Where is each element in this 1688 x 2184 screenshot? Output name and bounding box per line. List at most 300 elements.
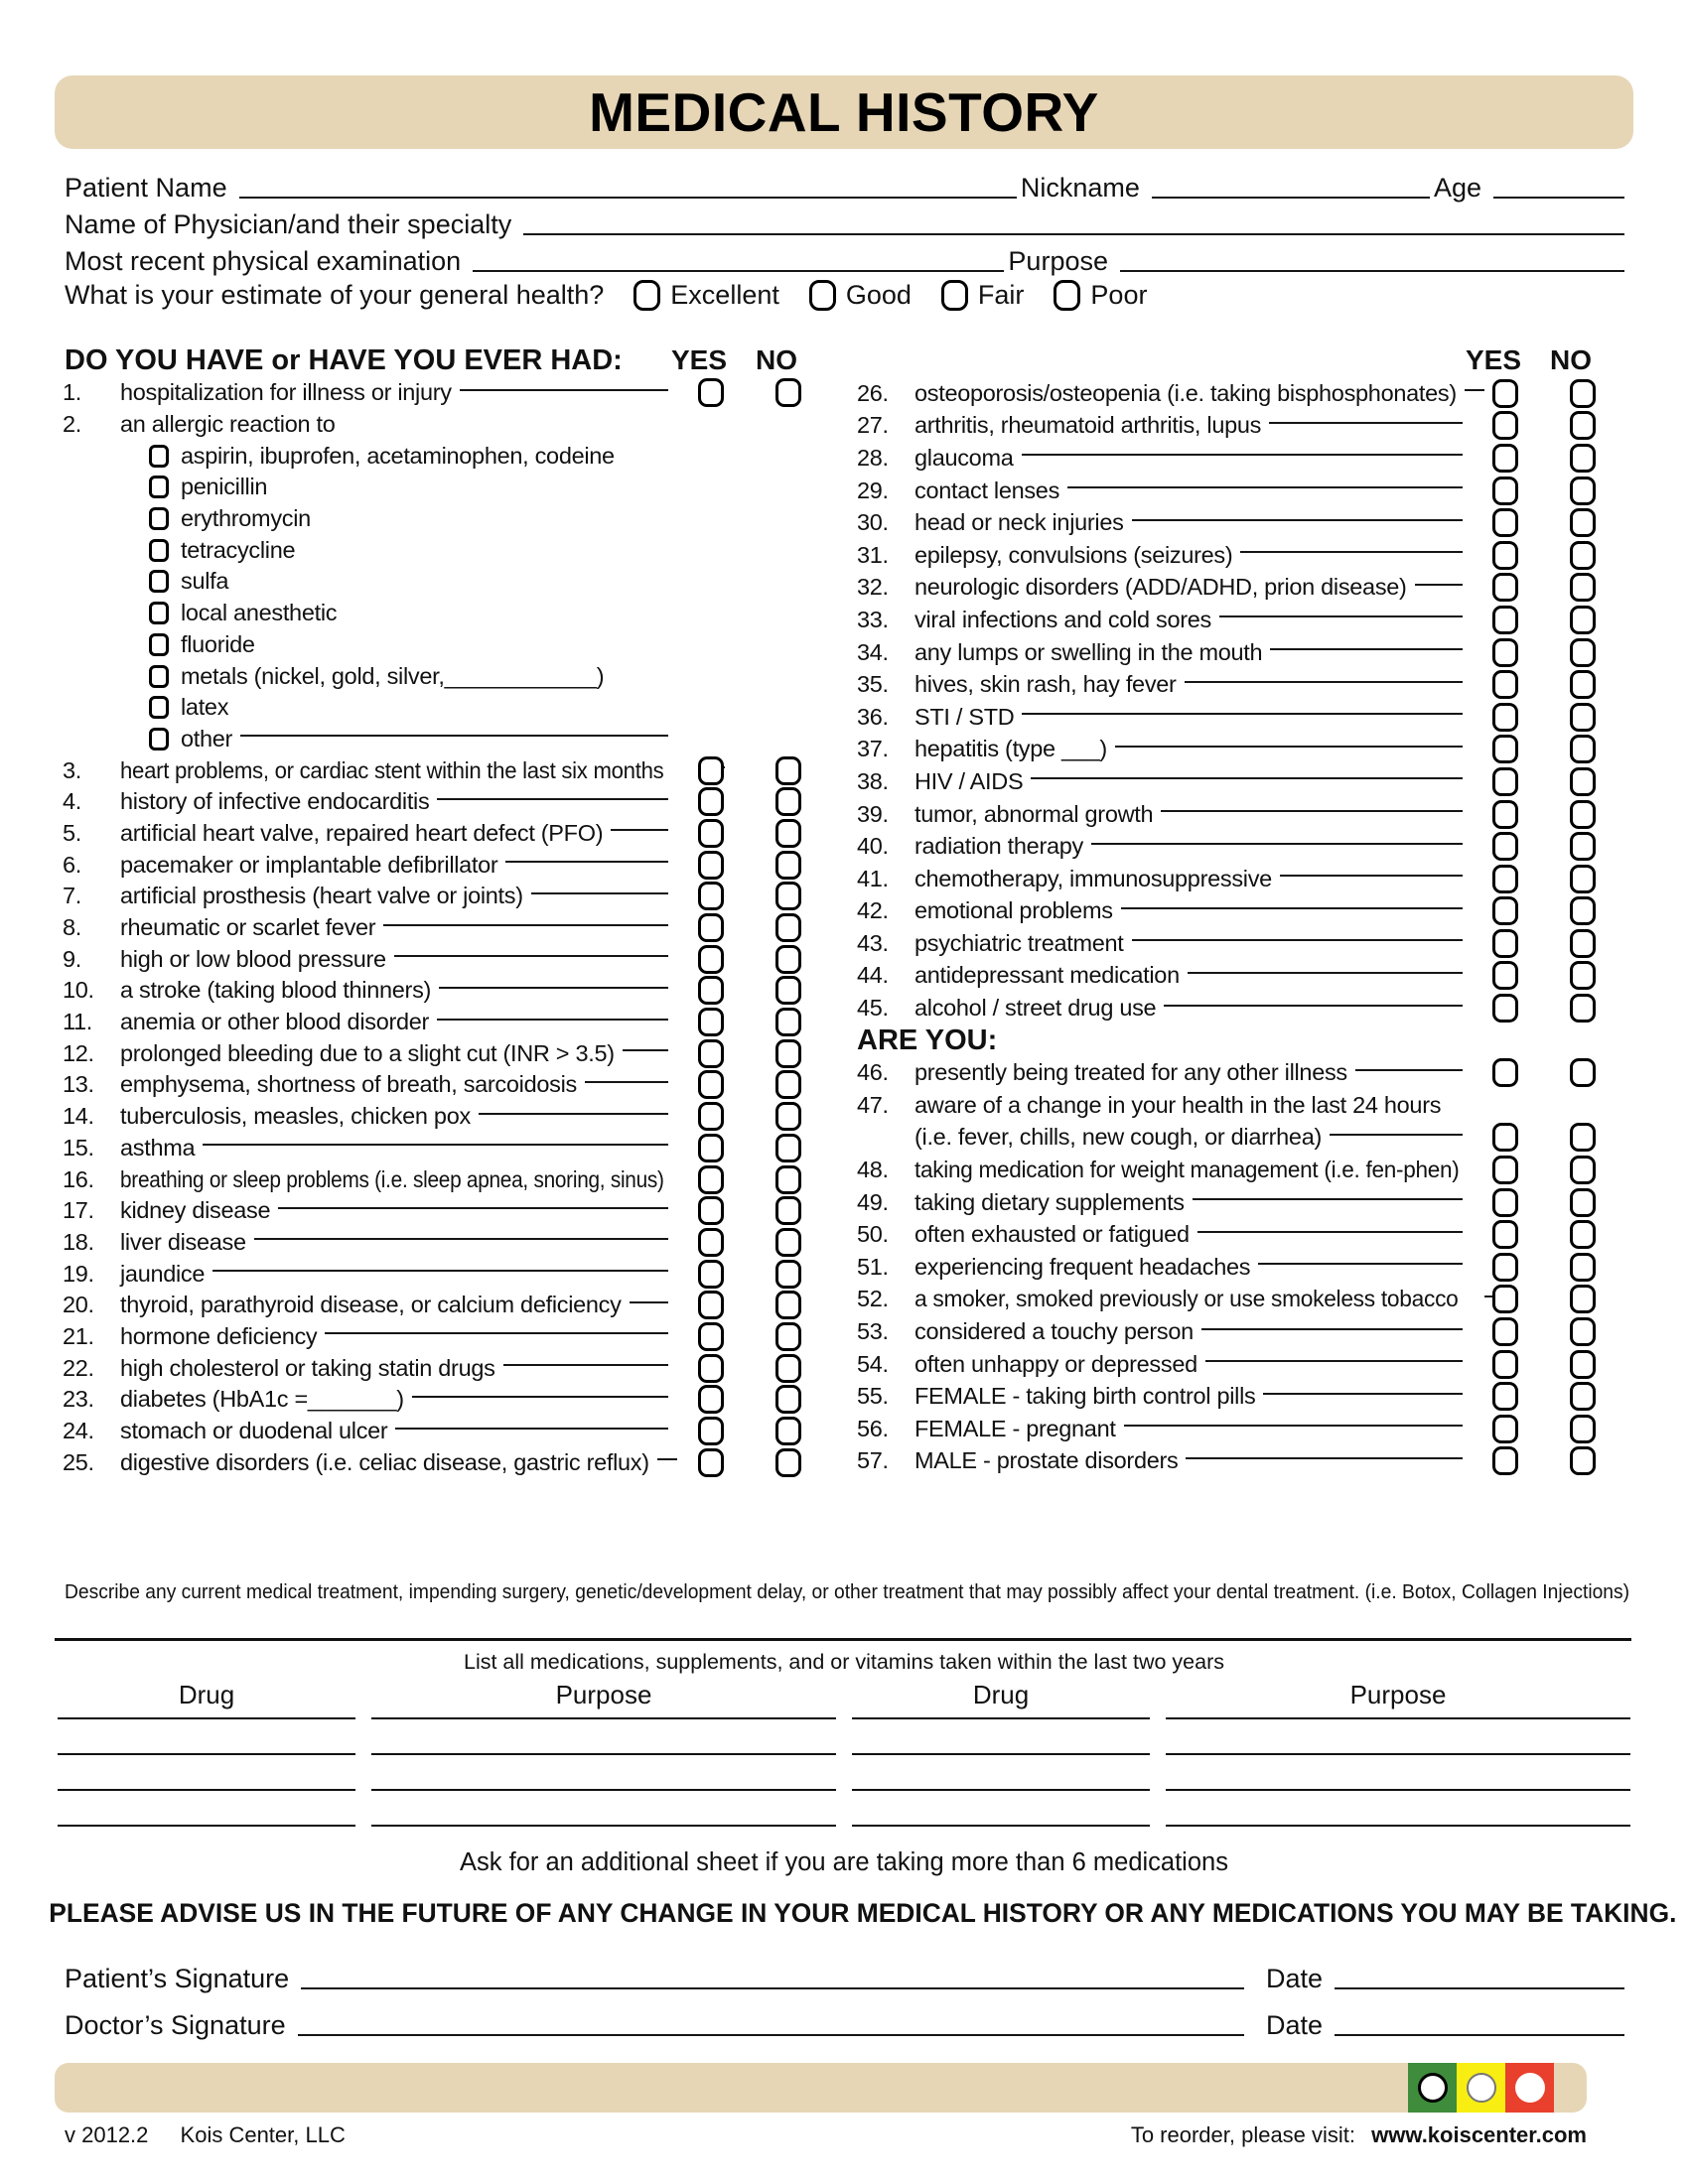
no-checkbox[interactable] (1570, 573, 1596, 602)
yes-cell (1467, 1285, 1544, 1313)
medication-entry-line[interactable] (1166, 1789, 1630, 1791)
answer-line[interactable] (1067, 486, 1463, 488)
no-checkbox[interactable] (775, 851, 801, 880)
yes-checkbox[interactable] (1492, 573, 1518, 602)
checklist-item-row (55, 1227, 839, 1259)
medication-entry-line[interactable] (371, 1753, 836, 1755)
answer-line[interactable] (1355, 1069, 1463, 1071)
answer-line[interactable] (479, 1113, 668, 1115)
yes-checkbox[interactable] (1492, 1350, 1518, 1379)
yes-checkbox[interactable] (1492, 994, 1518, 1023)
checklist-item-row (849, 1122, 1633, 1155)
item-text: history of infective endocarditis (120, 788, 430, 815)
item-number: 38. (857, 767, 889, 794)
medication-entry-line[interactable] (371, 1789, 836, 1791)
patient-signature-line[interactable] (301, 1987, 1244, 1989)
checklist-item-row (849, 1089, 1633, 1122)
describe-treatment-label (65, 1580, 1628, 1604)
no-checkbox[interactable] (1570, 767, 1596, 796)
answer-line[interactable] (1031, 777, 1463, 779)
answer-line[interactable] (439, 987, 668, 989)
answer-line[interactable] (505, 861, 668, 863)
answer-line[interactable] (1269, 422, 1463, 424)
answer-line[interactable] (1240, 551, 1463, 553)
item-number: 24. (63, 1418, 94, 1444)
yes-checkbox[interactable] (1492, 1446, 1518, 1475)
answer-line[interactable] (1022, 713, 1463, 715)
checklist-item-row (849, 410, 1633, 443)
no-checkbox[interactable] (775, 1354, 801, 1383)
yes-checkbox[interactable] (1492, 606, 1518, 634)
allergy-checkbox[interactable] (149, 476, 169, 498)
item-text: considered a touchy person (914, 1318, 1194, 1345)
allergy-checkbox[interactable] (149, 633, 169, 656)
yes-checkbox[interactable] (1492, 1188, 1518, 1217)
no-checkbox[interactable] (1570, 1415, 1596, 1443)
doctor-signature-line[interactable] (298, 2034, 1244, 2036)
yes-no-cells (672, 849, 827, 881)
describe-treatment-text: Describe any current medical treatment, impending surgery, genetic/development delay, or other treatment that may possibly affect your dental treatment. (i.e. Botox, Collagen Injections) (65, 1580, 1630, 1603)
item-text: neurologic disorders (ADD/ADHD, prion disease) (914, 574, 1407, 601)
yes-checkbox[interactable] (698, 1448, 724, 1477)
no-cell (1544, 1156, 1621, 1184)
yes-no-cells (672, 881, 827, 912)
answer-line[interactable] (1115, 746, 1463, 748)
checklist-item-row (55, 409, 839, 441)
answer-line[interactable] (240, 735, 668, 737)
answer-line[interactable] (1201, 1328, 1463, 1330)
yes-cell (672, 882, 750, 910)
answer-line[interactable] (1205, 1360, 1463, 1362)
answer-line[interactable] (254, 1238, 668, 1240)
no-cell (1544, 1188, 1621, 1217)
answer-line[interactable] (412, 1396, 668, 1398)
yes-checkbox[interactable] (1492, 865, 1518, 893)
yes-checkbox[interactable] (698, 1165, 724, 1194)
no-checkbox[interactable] (1570, 1285, 1596, 1313)
medication-entry-line[interactable] (58, 1753, 355, 1755)
answer-line[interactable] (1132, 519, 1463, 521)
no-checkbox[interactable] (1570, 444, 1596, 473)
no-checkbox[interactable] (775, 1165, 801, 1194)
yes-checkbox[interactable] (698, 1196, 724, 1225)
yes-checkbox[interactable] (1492, 1285, 1518, 1313)
yes-checkbox[interactable] (1492, 1156, 1518, 1184)
checklist-item-row (55, 943, 839, 975)
doctor-date-line[interactable] (1335, 2034, 1624, 2036)
answer-line[interactable] (1188, 972, 1463, 974)
item-number: 26. (857, 379, 889, 406)
allergy-checkbox[interactable] (149, 602, 169, 624)
allergy-checkbox[interactable] (149, 507, 169, 530)
med-column-drug-2 (852, 1680, 1150, 1827)
checklist-item-row (849, 572, 1633, 605)
item-text: radiation therapy (914, 833, 1083, 860)
yes-checkbox[interactable] (698, 882, 724, 910)
answer-line[interactable] (1132, 939, 1463, 941)
yes-checkbox[interactable] (698, 1322, 724, 1351)
yes-no-cells (1467, 475, 1621, 507)
yes-cell (672, 1291, 750, 1319)
no-checkbox[interactable] (1570, 961, 1596, 990)
yes-cell (672, 1260, 750, 1289)
no-cell (750, 1102, 827, 1131)
answer-line[interactable] (1197, 1231, 1463, 1233)
answer-line[interactable] (1330, 1134, 1463, 1136)
yes-checkbox[interactable] (1492, 1123, 1518, 1152)
page-title: MEDICAL HISTORY (589, 81, 1099, 143)
item-text: epilepsy, convulsions (seizures) (914, 541, 1233, 568)
yes-no-cells (1467, 1445, 1621, 1478)
excellent-checkbox[interactable] (633, 280, 660, 311)
answer-line[interactable] (1164, 1005, 1463, 1007)
yes-checkbox[interactable] (698, 1039, 724, 1068)
answer-line[interactable] (503, 1364, 668, 1366)
yes-cell (672, 1448, 750, 1477)
no-checkbox[interactable] (775, 1228, 801, 1257)
medication-entry-line[interactable] (852, 1717, 1150, 1719)
yes-checkbox[interactable] (698, 851, 724, 880)
no-checkbox[interactable] (775, 1291, 801, 1319)
yes-checkbox[interactable] (698, 945, 724, 974)
age-line[interactable] (1493, 197, 1624, 199)
nickname-line[interactable] (1152, 197, 1430, 199)
item-text: FEMALE - pregnant (914, 1415, 1116, 1441)
no-checkbox[interactable] (775, 1102, 801, 1131)
no-cell (1544, 1220, 1621, 1249)
no-checkbox[interactable] (1570, 670, 1596, 699)
no-checkbox[interactable] (775, 882, 801, 910)
item-number: 11. (63, 1009, 93, 1035)
no-checkbox[interactable] (775, 1322, 801, 1351)
yes-checkbox[interactable] (1492, 670, 1518, 699)
item-text: metals (nickel, gold, silver,____________) (181, 662, 605, 689)
yes-checkbox[interactable] (698, 819, 724, 848)
yes-cell (1467, 1415, 1544, 1443)
patient-date-line[interactable] (1335, 1987, 1624, 1989)
allergy-checkbox[interactable] (149, 728, 169, 751)
no-checkbox[interactable] (775, 1417, 801, 1445)
medication-entry-line[interactable] (852, 1825, 1150, 1827)
yes-checkbox[interactable] (1492, 1382, 1518, 1411)
yes-checkbox[interactable] (1492, 1253, 1518, 1282)
describe-treatment-line[interactable] (55, 1638, 1631, 1641)
medication-entry-line[interactable] (58, 1717, 355, 1719)
no-checkbox[interactable] (1570, 1350, 1596, 1379)
yes-checkbox[interactable] (698, 1008, 724, 1036)
yes-no-cells (1467, 410, 1621, 443)
medication-entry-line[interactable] (852, 1753, 1150, 1755)
no-checkbox[interactable] (1570, 800, 1596, 829)
traffic-light-logo (1408, 2063, 1554, 2113)
answer-line[interactable] (1022, 454, 1464, 456)
no-cell (750, 1070, 827, 1099)
yes-checkbox[interactable] (1492, 541, 1518, 570)
allergy-checkbox[interactable] (149, 539, 169, 562)
medication-entry-line[interactable] (371, 1825, 836, 1827)
no-checkbox[interactable] (775, 976, 801, 1005)
answer-line[interactable] (1124, 1425, 1463, 1427)
checklist-item-row (55, 1290, 839, 1321)
yes-checkbox[interactable] (698, 976, 724, 1005)
reorder-url-link[interactable]: www.koiscenter.com (1371, 2122, 1587, 2147)
yes-checkbox[interactable] (1492, 477, 1518, 505)
no-checkbox[interactable] (775, 1448, 801, 1477)
medication-entry-line[interactable] (1166, 1753, 1630, 1755)
item-text: viral infections and cold sores (914, 606, 1211, 632)
health-option-excellent (633, 280, 779, 311)
yes-checkbox[interactable] (1492, 832, 1518, 861)
good-checkbox[interactable] (809, 280, 836, 311)
yes-no-cells (1467, 442, 1621, 475)
answer-line[interactable] (1161, 810, 1463, 812)
no-checkbox[interactable] (1570, 1253, 1596, 1282)
yes-checkbox[interactable] (698, 1260, 724, 1289)
yes-cell (1467, 703, 1544, 732)
no-checkbox[interactable] (1570, 411, 1596, 440)
yes-checkbox[interactable] (1492, 896, 1518, 925)
answer-line[interactable] (611, 829, 668, 831)
yes-checkbox[interactable] (698, 1354, 724, 1383)
checklist-item-row (849, 1445, 1633, 1478)
no-cell (1544, 994, 1621, 1023)
fair-checkbox[interactable] (941, 280, 968, 311)
no-checkbox[interactable] (1570, 1446, 1596, 1475)
answer-line[interactable] (1185, 681, 1463, 683)
title-banner (55, 75, 1633, 149)
no-cell (1544, 670, 1621, 699)
answer-line[interactable] (1193, 1198, 1463, 1200)
yes-checkbox[interactable] (698, 1134, 724, 1162)
yes-checkbox[interactable] (1492, 1317, 1518, 1346)
answer-line[interactable] (1091, 843, 1463, 845)
yes-cell (1467, 1123, 1544, 1152)
item-text: arthritis, rheumatoid arthritis, lupus (914, 412, 1262, 439)
no-checkbox[interactable] (775, 945, 801, 974)
yes-checkbox[interactable] (698, 378, 724, 407)
yes-checkbox[interactable] (698, 756, 724, 785)
no-checkbox[interactable] (1570, 1382, 1596, 1411)
medication-entry-line[interactable] (1166, 1825, 1630, 1827)
allergy-option-row (55, 440, 839, 472)
no-checkbox[interactable] (1570, 1058, 1596, 1087)
no-checkbox[interactable] (1570, 929, 1596, 958)
checklist-subheading (849, 1024, 1633, 1057)
checklist-item-row (55, 849, 839, 881)
yes-checkbox[interactable] (698, 1070, 724, 1099)
checklist-item-row (55, 1007, 839, 1038)
no-checkbox[interactable] (775, 1008, 801, 1036)
item-text: tetracycline (181, 536, 296, 563)
no-checkbox[interactable] (1570, 1220, 1596, 1249)
yes-checkbox[interactable] (698, 913, 724, 942)
no-checkbox[interactable] (1570, 638, 1596, 667)
medication-entry-line[interactable] (1166, 1717, 1630, 1719)
no-checkbox[interactable] (775, 1039, 801, 1068)
item-text: experiencing frequent headaches (914, 1253, 1251, 1280)
item-text: other (181, 725, 233, 751)
yes-checkbox[interactable] (1492, 1220, 1518, 1249)
allergy-option-row (55, 503, 839, 535)
no-checkbox[interactable] (1570, 606, 1596, 634)
answer-line[interactable] (278, 1207, 668, 1209)
yes-checkbox[interactable] (1492, 929, 1518, 958)
no-checkbox[interactable] (775, 787, 801, 816)
answer-line[interactable] (531, 892, 668, 894)
item-number: 50. (857, 1221, 889, 1248)
item-text: rheumatic or scarlet fever (120, 914, 376, 941)
no-checkbox[interactable] (1570, 508, 1596, 537)
medication-entry-line[interactable] (58, 1825, 355, 1827)
no-cell (1544, 1285, 1621, 1313)
allergy-checkbox[interactable] (149, 570, 169, 593)
no-cell (1544, 573, 1621, 602)
exam-label: Most recent physical examination (65, 245, 462, 276)
yes-no-cells (1467, 895, 1621, 928)
yes-checkbox[interactable] (1492, 508, 1518, 537)
medication-entry-line[interactable] (58, 1789, 355, 1791)
answer-line[interactable] (1219, 615, 1463, 617)
yes-checkbox[interactable] (698, 787, 724, 816)
no-checkbox[interactable] (775, 1385, 801, 1414)
no-checkbox[interactable] (1570, 541, 1596, 570)
medications-list-label (0, 1650, 1688, 1675)
yes-checkbox[interactable] (698, 1417, 724, 1445)
physician-row (65, 204, 1628, 240)
no-cell (1544, 1350, 1621, 1379)
answer-line[interactable] (203, 1144, 668, 1146)
answer-line[interactable] (630, 1301, 668, 1303)
yellow-light-icon (1457, 2063, 1505, 2113)
green-light-icon (1408, 2063, 1457, 2113)
age-label: Age (1433, 172, 1481, 203)
yes-checkbox[interactable] (1492, 444, 1518, 473)
no-cell (1544, 1317, 1621, 1346)
reorder-label: To reorder, please visit: (1130, 2122, 1356, 2147)
yes-checkbox[interactable] (1492, 767, 1518, 796)
no-checkbox[interactable] (1570, 1317, 1596, 1346)
answer-line[interactable] (212, 1270, 668, 1272)
answer-line[interactable] (585, 1081, 668, 1083)
poor-checkbox[interactable] (1054, 280, 1080, 311)
item-number: 25. (63, 1448, 94, 1475)
answer-line[interactable] (1258, 1263, 1463, 1265)
answer-line[interactable] (383, 924, 668, 926)
yes-checkbox[interactable] (698, 1385, 724, 1414)
no-checkbox[interactable] (1570, 703, 1596, 732)
no-checkbox[interactable] (775, 378, 801, 407)
yes-cell (672, 945, 750, 974)
medication-entry-line[interactable] (371, 1717, 836, 1719)
no-checkbox[interactable] (775, 913, 801, 942)
answer-line[interactable] (1280, 875, 1463, 877)
item-number: 9. (63, 945, 81, 972)
no-cell (1544, 379, 1621, 408)
yes-checkbox[interactable] (698, 1291, 724, 1319)
patient-signature-label: Patient’s Signature (65, 1964, 290, 1993)
yes-checkbox[interactable] (1492, 379, 1518, 408)
physician-line[interactable] (523, 233, 1624, 235)
no-checkbox[interactable] (1570, 735, 1596, 763)
no-checkbox[interactable] (1570, 1156, 1596, 1184)
item-number: 34. (857, 638, 889, 665)
answer-line[interactable] (1121, 907, 1463, 909)
exam-line[interactable] (473, 270, 1004, 272)
yes-checkbox[interactable] (1492, 703, 1518, 732)
no-checkbox[interactable] (775, 1260, 801, 1289)
allergy-checkbox[interactable] (149, 665, 169, 688)
no-checkbox[interactable] (1570, 379, 1596, 408)
yes-checkbox[interactable] (1492, 961, 1518, 990)
yes-checkbox[interactable] (1492, 1058, 1518, 1087)
yes-cell (1467, 411, 1544, 440)
answer-line[interactable] (395, 1428, 668, 1430)
yes-no-cells (1467, 1380, 1621, 1413)
answer-line[interactable] (460, 389, 668, 391)
no-checkbox[interactable] (1570, 1123, 1596, 1152)
no-checkbox[interactable] (1570, 477, 1596, 505)
purpose-line[interactable] (1120, 270, 1624, 272)
no-checkbox[interactable] (1570, 865, 1596, 893)
med-column-purpose-2 (1166, 1680, 1630, 1827)
item-text: tuberculosis, measles, chicken pox (120, 1103, 471, 1130)
yes-cell (672, 976, 750, 1005)
answer-line[interactable] (623, 1049, 668, 1051)
yes-checkbox[interactable] (1492, 1415, 1518, 1443)
no-checkbox[interactable] (1570, 994, 1596, 1023)
item-text: taking medication for weight management (i.e. fen-phen) (914, 1157, 1460, 1183)
no-checkbox[interactable] (1570, 1188, 1596, 1217)
answer-line[interactable] (1270, 648, 1463, 650)
no-checkbox[interactable] (775, 1134, 801, 1162)
footer-bar (55, 2063, 1587, 2113)
item-text: pacemaker or implantable defibrillator (120, 851, 498, 878)
medication-entry-line[interactable] (852, 1789, 1150, 1791)
yes-checkbox[interactable] (1492, 800, 1518, 829)
yes-cell (672, 1417, 750, 1445)
yes-cell (672, 851, 750, 880)
yes-checkbox[interactable] (1492, 638, 1518, 667)
no-checkbox[interactable] (1570, 896, 1596, 925)
no-checkbox[interactable] (775, 1196, 801, 1225)
yes-checkbox[interactable] (698, 1102, 724, 1131)
yes-no-cells (672, 786, 827, 818)
answer-line[interactable] (437, 798, 668, 800)
yes-checkbox[interactable] (1492, 411, 1518, 440)
yes-cell (1467, 896, 1544, 925)
patient-name-row (65, 167, 1628, 204)
answer-line[interactable] (1415, 584, 1463, 586)
no-checkbox[interactable] (775, 1070, 801, 1099)
answer-line[interactable] (394, 955, 668, 957)
checklist-item-row (55, 1384, 839, 1416)
answer-line[interactable] (437, 1019, 668, 1021)
yes-checkbox[interactable] (1492, 735, 1518, 763)
patient-name-line[interactable] (239, 197, 1017, 199)
item-text: high cholesterol or taking statin drugs (120, 1354, 495, 1381)
no-checkbox[interactable] (775, 756, 801, 785)
allergy-checkbox[interactable] (149, 696, 169, 719)
yes-checkbox[interactable] (698, 1228, 724, 1257)
item-text: high or low blood pressure (120, 945, 386, 972)
checklist-item-row (55, 1101, 839, 1133)
no-checkbox[interactable] (1570, 832, 1596, 861)
answer-line[interactable] (325, 1332, 668, 1334)
allergy-checkbox[interactable] (149, 445, 169, 468)
no-checkbox[interactable] (775, 819, 801, 848)
answer-line[interactable] (1186, 1457, 1463, 1459)
answer-line[interactable] (1263, 1393, 1463, 1395)
